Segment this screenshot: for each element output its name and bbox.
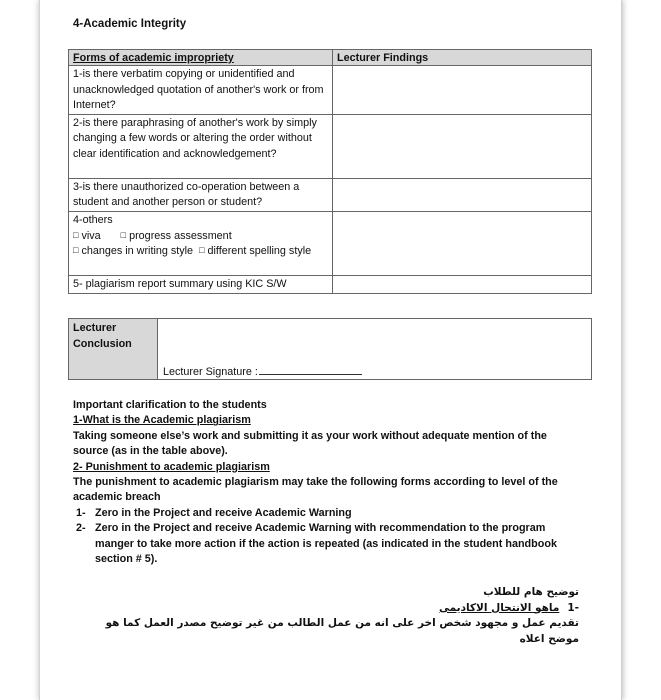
table-header-row <box>69 50 592 66</box>
lecturer-conclusion-table <box>68 318 592 380</box>
checkbox-icon[interactable]: □ <box>120 229 127 240</box>
row-unauthorized-cooperation: 3-is there unauthorized co-operation between a student and another person or student? <box>69 178 333 211</box>
signature-field[interactable] <box>259 365 362 375</box>
clarification-section <box>73 398 583 567</box>
arabic-title: توضيح هام للطلاب <box>483 586 579 598</box>
conclusion-row <box>69 319 592 380</box>
option-viva: viva <box>81 229 101 242</box>
row-verbatim-copying: 1-is there verbatim copying or unidentified and unacknowledged quotation of another's work or from Internet? <box>69 66 333 115</box>
findings-cell[interactable] <box>333 114 592 178</box>
others-label: 4-others <box>73 213 113 226</box>
findings-cell[interactable] <box>333 211 592 275</box>
arabic-body: تقديم عمل و مجهود شخص اخر على انه من عمل الطالب من غير توضيح مصدر العمل كما هو موضح اعلاه <box>105 617 579 645</box>
option-writing-style: changes in writing style <box>81 245 194 258</box>
row-others <box>69 211 333 275</box>
list-item: 1- Zero in the Project and receive Academic Warning <box>76 506 352 519</box>
checkbox-icon[interactable]: □ <box>199 245 205 256</box>
findings-cell[interactable] <box>333 275 592 293</box>
clarification-title: Important clarification to the students <box>73 399 267 411</box>
academic-integrity-table <box>68 49 592 294</box>
q1-title: 1-What is the Academic plagiarism <box>73 414 251 427</box>
header-forms-of-impropriety: Forms of academic impropriety <box>69 50 333 66</box>
table-row <box>69 66 592 115</box>
checkbox-icon[interactable]: □ <box>73 229 79 240</box>
arabic-clarification <box>79 585 579 647</box>
lecturer-conclusion-field[interactable] <box>158 319 592 380</box>
table-row <box>69 211 592 275</box>
table-row <box>69 178 592 211</box>
lecturer-conclusion-label: Lecturer Conclusion <box>69 319 158 380</box>
findings-cell[interactable] <box>333 178 592 211</box>
checkbox-icon[interactable]: □ <box>73 245 79 256</box>
row-paraphrasing: 2-is there paraphrasing of another's work by simply changing a few words or altering the order without clear identification and acknowledgement? <box>69 114 333 178</box>
q2-text: The punishment to academic plagiarism may take the following forms according to level of the academic breach <box>73 476 558 504</box>
signature-line <box>163 365 362 378</box>
header-lecturer-findings: Lecturer Findings <box>333 50 592 66</box>
row-plagiarism-report: 5- plagiarism report summary using KIC S/W <box>69 275 333 293</box>
option-different-spelling: different spelling style <box>207 245 312 258</box>
q2-title: 2- Punishment to academic plagiarism <box>73 460 270 473</box>
section-title: 4-Academic Integrity <box>73 18 187 30</box>
others-options-line-1 <box>73 229 328 245</box>
option-progress-assessment: progress assessment <box>129 229 232 242</box>
table-row <box>69 275 592 293</box>
q1-text: Taking someone else’s work and submitting it as your work without adequate mention of the source (as in the table above). <box>73 429 547 458</box>
punishment-list <box>73 506 583 568</box>
findings-cell[interactable] <box>333 66 592 115</box>
arabic-question: -1ماهو الانتحال الاكاديمى <box>438 601 579 614</box>
list-item: 2- Zero in the Project and receive Academic Warning with recommendation to the program manger to take more action if the action is repeated (as indicated in the student handbook section # 5). <box>76 522 557 566</box>
signature-label: Lecturer Signature : <box>163 366 258 378</box>
table-row <box>69 114 592 178</box>
others-options-line-2 <box>73 244 328 260</box>
